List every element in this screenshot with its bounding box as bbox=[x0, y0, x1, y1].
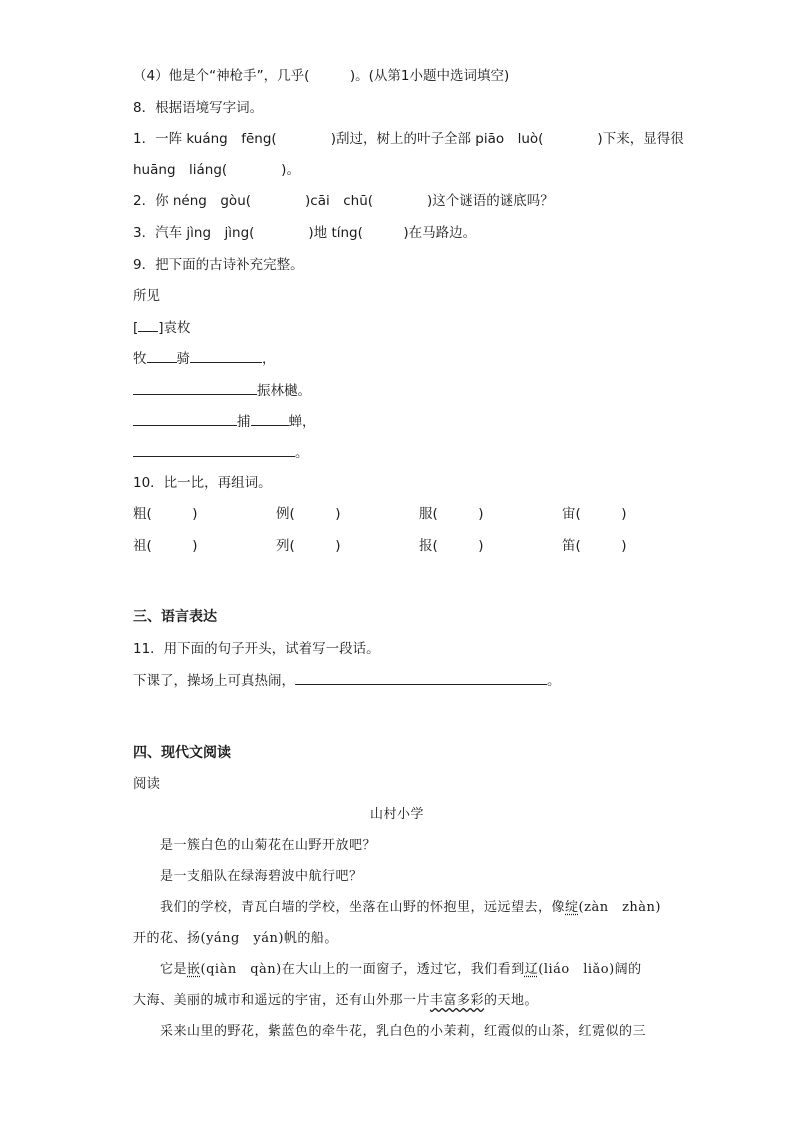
article-paragraph-4-line-2 bbox=[133, 991, 538, 1011]
compare-cell[interactable]: 宙( ) bbox=[562, 506, 627, 522]
poem-line-2 bbox=[133, 380, 311, 401]
author-name: ]袁枚 bbox=[158, 320, 191, 336]
compare-cell[interactable]: 报( ) bbox=[419, 538, 484, 554]
p4-text-b: (qiàn qàn)在大山上的一面窗子，透过它，我们看到 bbox=[200, 962, 525, 977]
poem-blank-1[interactable] bbox=[147, 348, 177, 363]
q11-answer-blank[interactable] bbox=[295, 670, 547, 685]
poem-line-1-word-a: 牧 bbox=[133, 351, 147, 367]
article-paragraph-1: 是一簇白色的山菊花在山野开放吧？ bbox=[160, 838, 377, 853]
compare-cell[interactable]: 服( ) bbox=[419, 506, 484, 522]
p3-pinyin-choice: (zàn zhàn) bbox=[578, 900, 661, 915]
poem-blank-5[interactable] bbox=[251, 411, 289, 426]
article-title: 山村小学 bbox=[370, 807, 425, 822]
q8-line-3: 3．汽车 jìng jìng( )地 tíng( )在马路边。 bbox=[133, 225, 477, 241]
article-paragraph-4-line-1 bbox=[160, 960, 642, 980]
poem-line-3-word: 捕 bbox=[237, 414, 251, 430]
poem-blank-3[interactable] bbox=[133, 380, 257, 395]
p4-marked-char-1: 嵌 bbox=[187, 962, 201, 977]
q7-item-4: （4）他是个“神枪手”，几乎( )。(从第1小题中选词填空) bbox=[133, 68, 510, 84]
article-paragraph-3-line-2: 开的花、扬(yáng yán)帆的船。 bbox=[133, 931, 338, 946]
p4-text-a: 它是 bbox=[160, 962, 188, 977]
p4-text-d: 大海、美丽的城市和遥远的宇宙，还有山外那一片 bbox=[133, 993, 431, 1008]
poem-line-3-end: 蝉， bbox=[288, 414, 316, 430]
q11-start: 下课了，操场上可真热闹， bbox=[133, 673, 295, 689]
poem-author bbox=[133, 317, 191, 338]
q9-title: 9．把下面的古诗补充完整。 bbox=[133, 257, 304, 273]
reading-label: 阅读 bbox=[133, 776, 160, 792]
q11-prompt: 11．用下面的句子开头，试着写一段话。 bbox=[133, 641, 380, 657]
q11-answer-line bbox=[133, 670, 561, 691]
q8-line-2: 2．你 néng gòu( )cāi chū( )这个谜语的谜底吗？ bbox=[133, 193, 554, 209]
compare-cell[interactable]: 笛( ) bbox=[562, 538, 627, 554]
poem-blank-4[interactable] bbox=[133, 411, 237, 426]
article-paragraph-5: 采来山里的野花，紫蓝色的牵牛花，乳白色的小茉莉，红霞似的山茶，红霓似的三 bbox=[160, 1024, 647, 1039]
poem-line-3 bbox=[133, 411, 316, 432]
q10-title: 10．比一比，再组词。 bbox=[133, 475, 272, 491]
poem-line-1-word-b: 骑 bbox=[176, 351, 190, 367]
author-bracket-open: [ bbox=[133, 320, 139, 336]
p4-text-c: (liáo liǎo)阔的 bbox=[538, 962, 642, 977]
section-4-title: 四、现代文阅读 bbox=[133, 745, 231, 761]
poem-blank-2[interactable] bbox=[190, 348, 262, 363]
article-paragraph-2: 是一支船队在绿海碧波中航行吧？ bbox=[160, 869, 363, 884]
q11-end: 。 bbox=[547, 673, 561, 689]
poem-line-1 bbox=[133, 348, 276, 369]
poem-title: 所见 bbox=[133, 288, 160, 304]
p3-marked-char: 绽 bbox=[565, 900, 579, 915]
q8-line-1: 1．一阵 kuáng fēng( )刮过，树上的叶子全部 piāo luò( )下来，显得很 bbox=[133, 131, 684, 147]
p4-wavy-word: 丰富多彩 bbox=[430, 993, 485, 1008]
dynasty-blank[interactable] bbox=[138, 317, 158, 332]
poem-blank-6[interactable] bbox=[133, 442, 295, 457]
compare-cell[interactable]: 祖( ) bbox=[133, 538, 198, 554]
poem-line-1-end: ， bbox=[262, 351, 276, 367]
poem-line-4 bbox=[133, 442, 309, 463]
article-paragraph-3-line-1 bbox=[160, 898, 661, 918]
compare-cell[interactable]: 列( ) bbox=[276, 538, 341, 554]
p3-text: 我们的学校，青瓦白墙的学校，坐落在山野的怀抱里，远远望去，像 bbox=[160, 900, 566, 915]
section-3-title: 三、语言表达 bbox=[133, 609, 217, 625]
q8-line-1b: huāng liáng( )。 bbox=[133, 162, 300, 178]
compare-cell[interactable]: 粗( ) bbox=[133, 506, 198, 522]
q8-title: 8．根据语境写字词。 bbox=[133, 100, 264, 116]
p4-text-e: 的天地。 bbox=[484, 993, 539, 1008]
p4-marked-char-2: 辽 bbox=[524, 962, 539, 977]
compare-cell[interactable]: 例( ) bbox=[276, 506, 341, 522]
poem-line-4-end: 。 bbox=[295, 445, 309, 461]
poem-line-2-end: 振林樾。 bbox=[257, 383, 311, 399]
